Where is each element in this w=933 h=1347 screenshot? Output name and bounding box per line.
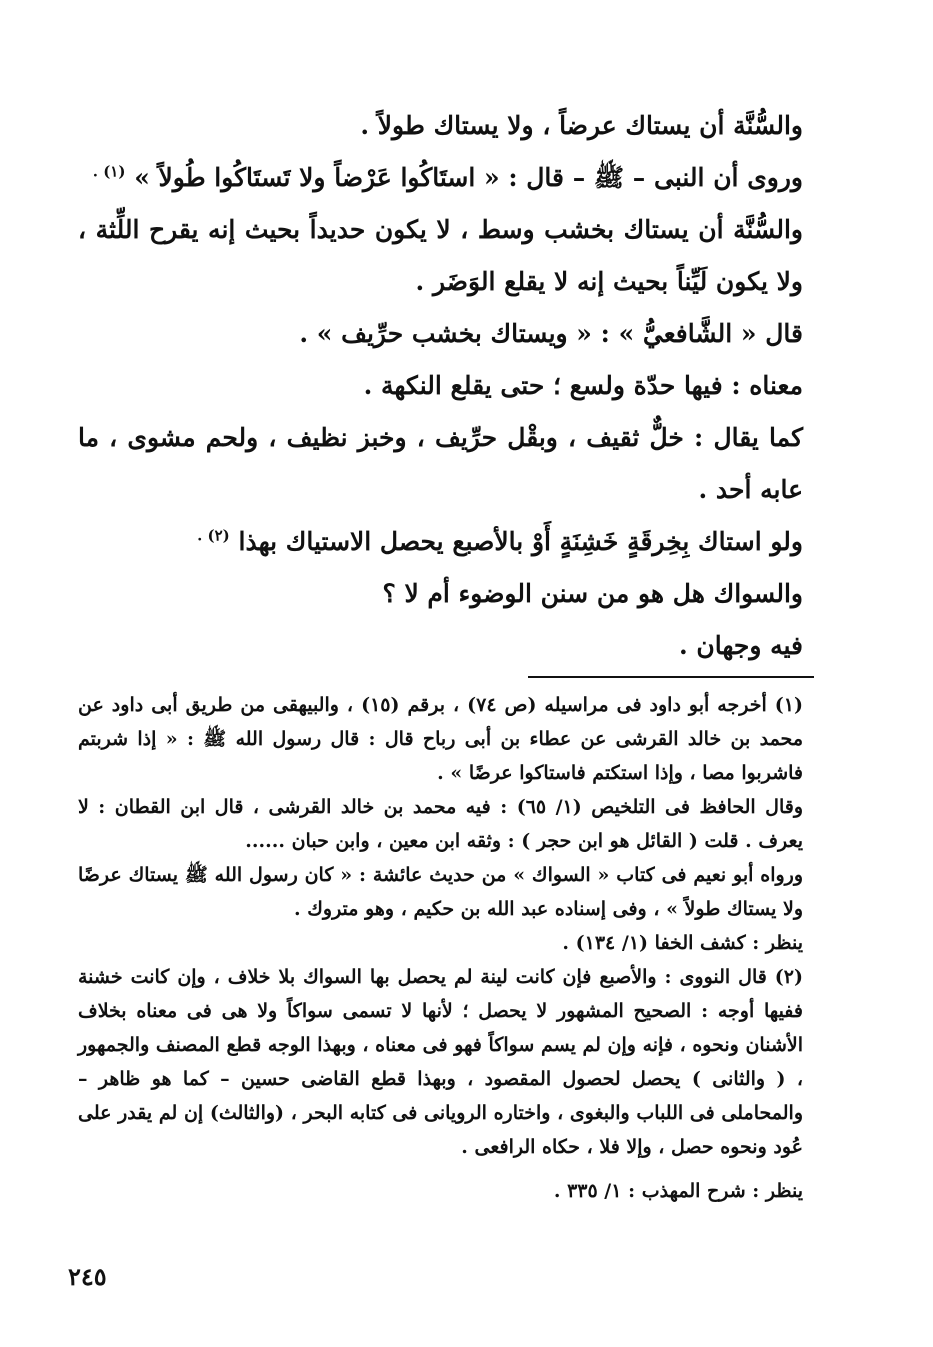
footnote-1-reference: ينظر : كشف الخفا (١/ ١٣٤) . bbox=[562, 932, 803, 954]
footnote-1-note-c: ورواه أبو نعيم فى كتاب « السواك » من حديث عائشة : « كان رسول الله ﷺ يستاك عرضًا ولا يستاك طولاً » ، وفى إسناده عبد الله بن حكيم ، وهو متروك . bbox=[78, 864, 803, 920]
paragraph-9: فيه وجهان . bbox=[678, 631, 803, 660]
main-text bbox=[78, 100, 833, 672]
paragraph-4: قال « الشَّافعيُّ » : « ويستاك بخشب حرِّيف » . bbox=[299, 319, 803, 348]
paragraph-6: كما يقال : خلٌّ ثقيف ، وبقْل حرِّيف ، وخبز نظيف ، ولحم مشوى ، ما عابه أحد . bbox=[78, 423, 803, 504]
paragraph-3: والسُّنَّة أن يستاك بخشب وسط ، لا يكون حديداً بحيث إنه يقرح اللِّثة ، ولا يكون لَيِّناً بحيث إنه لا يقلع الوَضَر . bbox=[78, 215, 803, 296]
page-number: ٢٤٥ bbox=[68, 1262, 107, 1291]
footnote-ref-2: (٢) . bbox=[197, 526, 230, 545]
footnote-1-note-b: وقال الحافظ فى التلخيص (١/ ٦٥) : فيه محمد بن خالد القرشى ، قال ابن القطان : لا يعرف . قلت ( القائل هو ابن حجر ) : وثقه ابن معين ، وابن حبان ...... bbox=[78, 796, 804, 852]
paragraph-5: معناه : فيها حدّة ولسع ؛ حتى يقلع النكهة . bbox=[363, 371, 803, 400]
footnote-ref-1: (١) . bbox=[92, 162, 126, 181]
paragraph-8: والسواك هل هو من سنن الوضوء أم لا ؟ bbox=[382, 579, 803, 608]
paragraph-2: وروى أن النبى – ﷺ – قال : « استَاكُوا عَرْضاً ولا تَستَاكُوا طُولاً » $^{(١) .}$ bbox=[92, 162, 803, 192]
footnote-2: (٢) قال النووى : والأصبع فإن كانت لينة لم يحصل بها السواك بلا خلاف ، وإن كانت خشنة ففيها أوجه : الصحيح المشهور لا يحصل ؛ لأنها لا تسمى سواكاً ولا هى فى معناه بخلاف الأشنان ونحوه ، فإنه وإن لم يسم سواكاً فهو فى معناه ، وبهذا الوجه قطع المصنف والجمهور ، ( والثانى ) يحصل لحصول المقصود ، وبهذا قطع القاضى حسين – كما هو ظاهر – والمحاملى فى اللباب والبغوى ، واختاره الرويانى فى كتابه البحر ، (والثالث) إن لم يقدر على عُود ونحوه حصل ، وإلا فلا ، حكاه الرافعى . bbox=[78, 966, 803, 1158]
footnote-2-reference: ينظر : شرح المهذب : ١/ ٣٣٥ . bbox=[553, 1180, 803, 1202]
paragraph-1: والسُّنَّة أن يستاك عرضاً ، ولا يستاك طولاً . bbox=[360, 111, 803, 140]
footnotes bbox=[78, 688, 833, 1208]
footnote-separator bbox=[528, 676, 814, 678]
paragraph-7: ولو استاك بِخِرقَةٍ خَشِنَةٍ أَوْ بالأصبع يحصل الاستياك بهذا $^{(٢) .}$ bbox=[197, 526, 803, 556]
footnote-1: (١) أخرجه أبو داود فى مراسيله (ص ٧٤) ، برقم (١٥) ، والبيهقى من طريق أبى داود عن محمد بن خالد القرشى عن عطاء بن أبى رباح قال : قال رسول الله ﷺ : « إذا شربتم فاشربوا مصا ، وإذا استكتم فاستاكوا عرضًا » . bbox=[78, 694, 803, 784]
